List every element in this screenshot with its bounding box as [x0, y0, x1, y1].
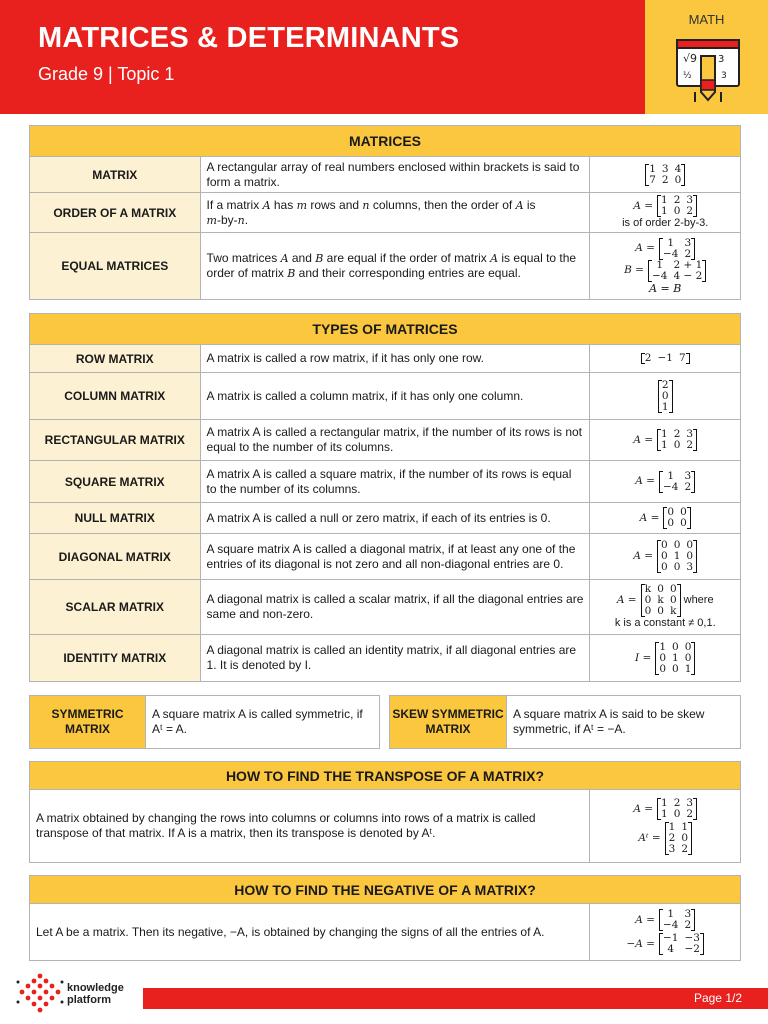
matrix-entry: 0	[681, 831, 689, 844]
diagonal-example	[633, 540, 697, 573]
example-rectangular	[590, 420, 740, 460]
matrix-entry: 0	[644, 605, 652, 617]
term-matrix: MATRIX	[30, 157, 201, 192]
matrix-entry: 1	[668, 820, 676, 833]
matrix-entry: k	[644, 583, 652, 595]
matrix-entry: 1	[661, 400, 669, 413]
matrix-entry: 3	[684, 908, 692, 920]
matrix-entry: 3	[686, 796, 694, 809]
def-matrix: A rectangular array of real numbers enclosed within brackets is said to form a matrix.	[201, 157, 591, 192]
transpose-section	[29, 761, 741, 863]
negative-example	[590, 904, 740, 960]
column-example	[658, 380, 673, 413]
term-row: ROW MATRIX	[30, 345, 201, 372]
matrix-entry: 0	[674, 173, 682, 186]
matrix-entry: 1	[659, 640, 667, 653]
table-row	[30, 420, 740, 461]
matrix-entry: 4 − 2	[673, 269, 703, 282]
negative-nega	[626, 933, 704, 955]
symmetric-term: SYMMETRIC MATRIX	[30, 696, 146, 748]
example-square	[590, 461, 740, 502]
matrix-entry: 0	[661, 539, 668, 551]
matrix-entry: 2	[686, 807, 694, 820]
matrix-entry: 2	[684, 919, 692, 931]
matrix-lhs: −A =	[626, 938, 655, 950]
matrix-entry: 0	[686, 550, 694, 562]
matrix-brackets	[658, 380, 673, 413]
matrix-brackets	[655, 642, 695, 675]
symmetric-box	[29, 695, 380, 749]
def-column: A matrix is called a column matrix, if it has only one column.	[201, 373, 591, 419]
matrix-entry: 0	[673, 439, 681, 451]
matrix-entry: 0	[661, 550, 668, 562]
matrix-entry: 3	[686, 194, 694, 206]
svg-text:3: 3	[718, 54, 725, 65]
term-column: COLUMN MATRIX	[30, 373, 201, 419]
matrix-brackets	[641, 353, 690, 364]
matrix-lhs: A =	[633, 550, 654, 562]
matrix-entry: 2	[686, 205, 694, 217]
transpose-at	[638, 822, 692, 855]
example-diagonal	[590, 534, 740, 579]
def-null: A matrix A is called a null or zero matrix, if each of its entries is 0.	[201, 503, 591, 533]
matrix-entry: 1	[673, 550, 681, 562]
matrix-brackets	[645, 164, 685, 186]
page-number: Page 1/2	[693, 991, 742, 1005]
def-rectangular: A matrix A is called a rectangular matrix, if the number of its rows is not equal to the number of its columns.	[201, 420, 591, 460]
matrix-entry: 2	[681, 842, 689, 855]
matrix-brackets	[659, 471, 695, 493]
negative-section	[29, 875, 741, 961]
matrix-entry: 2	[668, 831, 676, 844]
types-heading: TYPES OF MATRICES	[30, 314, 740, 345]
table-row	[30, 580, 740, 635]
matrix-brackets	[659, 933, 704, 955]
table-row	[30, 345, 740, 373]
svg-text:½: ½	[683, 71, 692, 81]
matrix-entry: 2	[684, 247, 692, 260]
term-equal: EQUAL MATRICES	[30, 233, 201, 299]
negative-row	[30, 904, 740, 960]
table-row	[30, 373, 740, 420]
matrix-entry: 0	[667, 506, 675, 518]
matrix-lhs: A =	[633, 802, 654, 815]
equal-example-b	[624, 260, 706, 282]
def-diagonal: A square matrix A is called a diagonal matrix, if at least any one of the entries of its diagonal is not zero and all non-diagonal entries are 0.	[201, 534, 591, 579]
matrix-entry: 1	[667, 908, 675, 920]
matrix-entry: −4	[662, 247, 679, 260]
matrix-entry: 3	[684, 469, 692, 482]
matrix-entry: 1	[649, 162, 656, 175]
matrix-entry: 2	[684, 480, 692, 493]
def-row: A matrix is called a row matrix, if it has only one row.	[201, 345, 591, 372]
null-example	[640, 507, 691, 529]
def-equal: Two matrices A and B are equal if the order of matrix A is equal to the order of matrix B and their corresponding entries are equal.	[201, 233, 591, 299]
matrix-lhs: Aᵗ =	[638, 832, 661, 844]
example-scalar	[590, 580, 740, 634]
matrix-lhs: A =	[616, 594, 637, 606]
equal-example-a	[635, 238, 695, 260]
table-row	[30, 157, 740, 193]
matrix-entry: 0	[680, 506, 687, 518]
page-title: MATRICES & DETERMINANTS	[38, 22, 460, 54]
matrices-section	[29, 125, 741, 300]
table-row	[30, 461, 740, 503]
transpose-a	[633, 798, 697, 820]
matrix-entry: 0	[644, 594, 652, 606]
types-section	[29, 313, 741, 682]
matrix-entry: −4	[662, 919, 679, 931]
rectangular-example	[633, 429, 697, 451]
matrix-entry: 1	[661, 205, 668, 217]
equal-caption: A = B	[649, 281, 682, 295]
matrix-entry: 7	[649, 173, 656, 186]
svg-text:√9: √9	[683, 52, 698, 65]
matrix-entry: k	[657, 594, 664, 606]
matrix-brackets	[659, 238, 695, 260]
matrix-entry: 3	[684, 236, 692, 249]
def-order: If a matrix A has m rows and n columns, then the order of A is m-by-n.	[201, 193, 591, 232]
matrix-lhs: A =	[635, 475, 655, 487]
page-subtitle: Grade 9 | Topic 1	[38, 64, 175, 84]
matrix-entry: 1	[661, 428, 668, 440]
skew-box	[389, 695, 741, 749]
term-scalar: SCALAR MATRIX	[30, 580, 201, 634]
example-null	[590, 503, 740, 533]
matrix-lhs: A =	[635, 242, 655, 254]
table-row	[30, 503, 740, 534]
skew-def: A square matrix A is said to be skew symmetric, if Aᵗ = −A.	[513, 707, 705, 736]
matrix-entry: 0	[669, 583, 677, 595]
matrix-brackets	[648, 260, 706, 282]
matrix-entry: 4	[674, 162, 682, 175]
matrix-lhs: B =	[624, 264, 644, 276]
example-order	[590, 193, 740, 232]
scalar-example	[617, 584, 681, 617]
table-row	[30, 193, 740, 233]
matrix-entry: −1	[662, 932, 679, 944]
matrix-lhs: A =	[633, 199, 654, 212]
skew-term: SKEW SYMMETRIC MATRIX	[390, 696, 507, 748]
matrix-entry: 0	[673, 561, 681, 573]
matrix-brackets	[657, 195, 697, 217]
matrix-lhs: A =	[633, 433, 654, 446]
matrix-entry: 1	[661, 796, 668, 809]
matrix-brackets	[657, 429, 697, 451]
term-diagonal: DIAGONAL MATRIX	[30, 534, 201, 579]
order-example	[633, 195, 697, 217]
matrix-entry: 0	[657, 605, 664, 617]
matrix-entry: 3	[686, 428, 694, 440]
matrix-brackets	[659, 909, 695, 931]
order-caption: is of order 2-by-3.	[622, 217, 709, 229]
matrix-entry: −3	[684, 932, 700, 944]
matrix-entry: 2	[673, 194, 681, 206]
term-order: ORDER OF A MATRIX	[30, 193, 201, 232]
matrix-entry: 0	[659, 662, 667, 675]
def-square: A matrix A is called a square matrix, if the number of its rows is equal to the number of its columns.	[201, 461, 591, 502]
matrix-entry: 1	[661, 807, 668, 820]
logo-text: knowledge platform	[67, 982, 124, 1006]
example-column	[590, 373, 740, 419]
matrix-entry: −4	[662, 480, 679, 493]
matrix-entry: 2	[673, 428, 681, 440]
matrix-entry: −4	[651, 269, 668, 282]
symmetric-def: A square matrix A is called symmetric, if Aᵗ = A.	[152, 707, 363, 736]
transpose-example	[590, 790, 740, 862]
table-row	[30, 534, 740, 580]
matrix-entry: 0	[680, 517, 687, 529]
negative-heading: HOW TO FIND THE NEGATIVE OF A MATRIX?	[30, 876, 740, 904]
subject-label: MATH	[688, 12, 725, 27]
matrix-example	[645, 164, 685, 186]
matrix-entry: 0	[669, 594, 677, 606]
scalar-caption: k is a constant ≠ 0,1.	[614, 617, 716, 629]
term-null: NULL MATRIX	[30, 503, 201, 533]
table-row	[30, 233, 740, 299]
matrix-entry: 7	[678, 352, 686, 364]
matrix-entry: 3	[686, 561, 694, 573]
row-example	[641, 353, 690, 364]
matrix-entry: 0	[661, 561, 668, 573]
term-identity: IDENTITY MATRIX	[30, 635, 201, 681]
matrix-entry: 0	[686, 539, 694, 551]
transpose-heading: HOW TO FIND THE TRANSPOSE OF A MATRIX?	[30, 762, 740, 790]
matrix-entry: 4	[667, 943, 675, 955]
transpose-text: A matrix obtained by changing the rows into columns or columns into rows of a matrix is called transpose of that matrix. If A is a matrix, then its transpose is denoted by Aᵗ.	[30, 790, 590, 862]
matrix-entry: 2	[644, 352, 652, 364]
term-square: SQUARE MATRIX	[30, 461, 201, 502]
matrix-entry: 1	[667, 236, 675, 249]
example-row	[590, 345, 740, 372]
matrix-brackets	[657, 798, 697, 820]
matrix-entry: k	[670, 605, 677, 617]
matrix-brackets	[657, 540, 697, 573]
matrix-brackets	[663, 507, 690, 529]
matrix-entry: 0	[673, 539, 681, 551]
matrix-entry: 1	[681, 820, 689, 833]
identity-example	[635, 642, 695, 675]
negative-text: Let A be a matrix. Then its negative, −A, is obtained by changing the signs of all the entries of A.	[30, 904, 590, 960]
example-equal	[590, 233, 740, 299]
matrix-entry: 2 + 1	[673, 258, 703, 271]
matrix-entry: 1	[684, 662, 692, 675]
transpose-row	[30, 790, 740, 862]
matrix-entry: 0	[661, 389, 669, 402]
matrix-entry: 0	[659, 651, 667, 664]
matrix-entry: 0	[684, 651, 692, 664]
matrix-entry: 0	[667, 517, 675, 529]
matrix-entry: 3	[661, 162, 669, 175]
matrix-entry: 1	[661, 439, 668, 451]
matrix-lhs: A =	[639, 511, 660, 524]
square-example	[635, 471, 695, 493]
scalar-where: where	[683, 594, 714, 606]
matrix-entry: 2	[673, 796, 681, 809]
matrix-entry: 1	[672, 651, 679, 664]
matrix-entry: −1	[657, 352, 673, 364]
matrix-entry: 1	[667, 469, 675, 482]
matrix-entry: 3	[668, 842, 676, 855]
term-rectangular: RECTANGULAR MATRIX	[30, 420, 201, 460]
matrix-entry: 0	[657, 583, 664, 595]
matrix-entry: 0	[672, 662, 679, 675]
matrix-brackets	[665, 822, 692, 855]
matrix-entry: 0	[673, 807, 681, 820]
header-banner	[0, 0, 645, 114]
example-matrix	[590, 157, 740, 192]
def-identity: A diagonal matrix is called an identity matrix, if all diagonal entries are 1. It is denoted by I.	[201, 635, 591, 681]
footer-bar	[143, 988, 768, 1009]
table-row	[30, 635, 740, 681]
matrix-lhs: A =	[635, 914, 655, 926]
matrix-entry: 2	[661, 173, 669, 186]
matrix-entry: 1	[661, 194, 668, 206]
matrix-entry: 0	[672, 640, 679, 653]
matrices-heading: MATRICES	[30, 126, 740, 157]
matrix-entry: 1	[656, 258, 664, 271]
math-board-icon	[673, 36, 743, 104]
matrix-entry: 0	[673, 205, 681, 217]
matrix-entry: 2	[686, 439, 694, 451]
matrix-lhs: I =	[635, 651, 652, 664]
matrix-entry: 2	[661, 378, 669, 391]
example-identity	[590, 635, 740, 681]
subject-box	[645, 0, 768, 114]
def-scalar: A diagonal matrix is called a scalar matrix, if all the diagonal entries are same and non-zero.	[201, 580, 591, 634]
matrix-entry: −2	[684, 943, 700, 955]
svg-text:3: 3	[721, 71, 727, 81]
matrix-brackets	[641, 584, 681, 617]
matrix-entry: 0	[684, 640, 692, 653]
negative-a	[635, 909, 695, 931]
